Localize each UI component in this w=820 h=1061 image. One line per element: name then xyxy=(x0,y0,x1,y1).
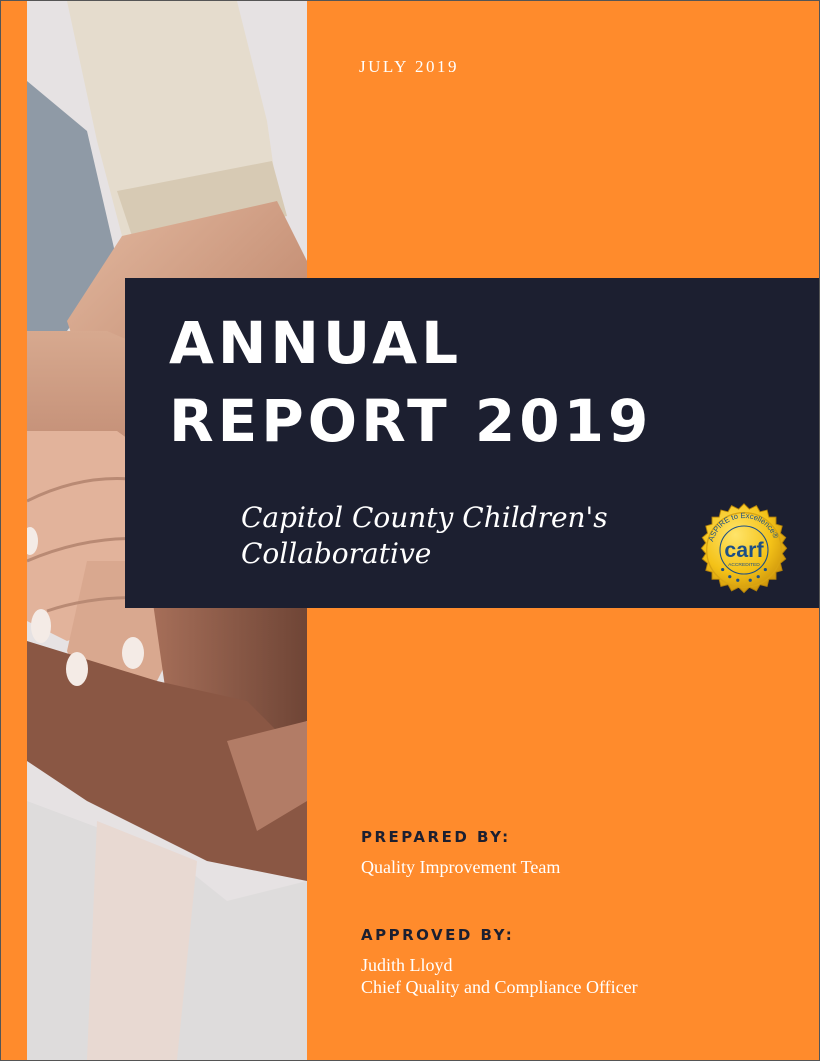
approved-by-title: Chief Quality and Compliance Officer xyxy=(361,977,638,997)
prepared-by-label: PREPARED BY: xyxy=(361,828,511,846)
approved-by-name: Judith Lloyd xyxy=(361,955,453,975)
report-title-line-2: REPORT 2019 xyxy=(169,387,653,455)
carf-accreditation-seal xyxy=(690,502,798,598)
seal-ring-text: ASPIRE to Excellence® xyxy=(706,510,781,543)
report-date: JULY 2019 xyxy=(359,57,459,76)
prepared-by-value: Quality Improvement Team xyxy=(361,857,561,877)
orange-edge-strip xyxy=(1,1,27,1060)
seal-mark: carf xyxy=(724,538,764,563)
seal-subtext: ACCREDITED xyxy=(728,563,760,568)
report-title-line-1: ANNUAL xyxy=(169,309,463,377)
approved-by-label: APPROVED BY: xyxy=(361,926,515,944)
title-band xyxy=(125,278,819,608)
organization-name: Capitol County Children's Collaborative xyxy=(241,501,608,570)
